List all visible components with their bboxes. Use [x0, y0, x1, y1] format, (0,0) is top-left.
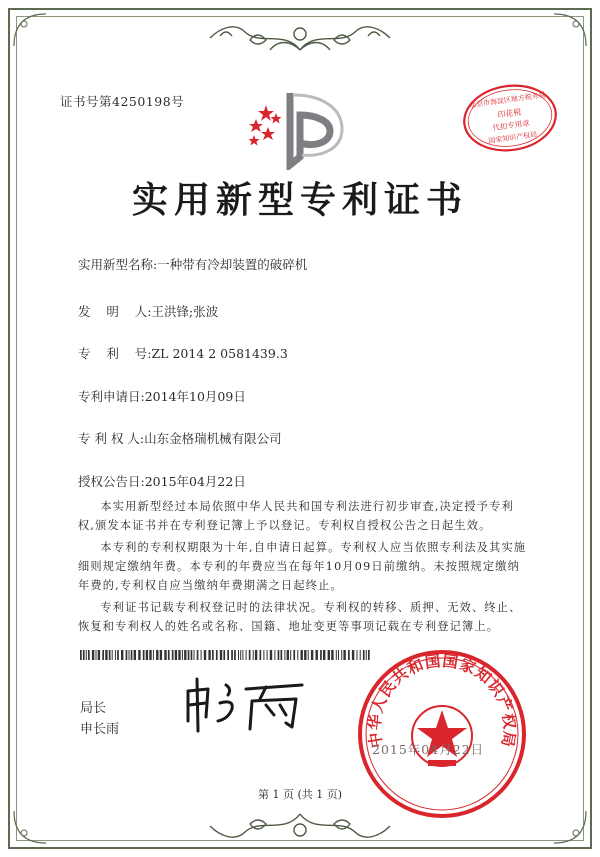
svg-text:北京市海淀区地方税务局: 北京市海淀区地方税务局: [468, 90, 547, 110]
patentee-label: 专 利 权 人:: [78, 431, 145, 446]
director-role: 局长: [80, 701, 107, 716]
page-footer: 第 1 页 (共 1 页): [257, 788, 343, 801]
svg-text:国家知识产权局: 国家知识产权局: [487, 130, 538, 146]
name-label: 实用新型名称:: [78, 257, 158, 272]
certificate-number: 证书号第4250198号: [60, 94, 185, 109]
name-value: 一种带有冷却装置的破碎机: [157, 257, 308, 272]
corner-ornament-top-left: [10, 10, 50, 50]
corner-ornament-bottom-right: [550, 807, 590, 847]
inventor-value: 王洪锋;张波: [151, 304, 219, 319]
seal-date: 2015年04月22日: [372, 742, 485, 757]
body-paragraph-2: 本专利的专利权期限为十年,自申请日起算。专利权人应当依照专利法及其实施细则规定缴纳年费。本专利的年费应当在每年10月09日前缴纳。未按照规定缴纳年费的,专利权自应当缴纳年费期满之日起终止。: [78, 541, 527, 592]
field-grant-date: [78, 472, 246, 490]
field-filing-date: [78, 387, 246, 405]
corner-ornament-top-right: [550, 10, 590, 50]
body-paragraph-1: 本实用新型经过本局依照中华人民共和国专利法进行初步审查,决定授予专利权,颁发本证书并在专利登记簿上予以登记。专利权自授权公告之日起生效。: [78, 500, 514, 532]
field-utility-model-name: [78, 255, 307, 273]
field-inventor: [78, 302, 218, 320]
body-paragraph-3: 专利证书记载专利权登记时的法律状况。专利权的转移、质押、无效、终止、恢复和专利权人的姓名或名称、国籍、地址变更等事项记载在专利登记簿上。: [78, 601, 522, 633]
director-name: 申长雨: [80, 722, 120, 737]
filing-date-value: 2014年10月09日: [144, 389, 246, 404]
barcode: [80, 650, 370, 660]
certificate-title: 实用新型专利证书: [131, 179, 468, 221]
patent-number-value: ZL 2014 2 0581439.3: [151, 346, 288, 361]
inventor-label: 发 明 人:: [78, 304, 152, 319]
patent-number-label: 专 利 号:: [78, 346, 152, 361]
grant-date-label: 授权公告日:: [78, 474, 145, 489]
svg-text:中华人民共和国国家知识产权局: 中华人民共和国国家知识产权局: [365, 651, 519, 750]
corner-ornament-bottom-left: [10, 807, 50, 847]
svg-text:印花税: 印花税: [496, 107, 522, 120]
svg-text:代扣专用章: 代扣专用章: [491, 118, 531, 133]
certificate-body: [78, 497, 528, 639]
patent-office-logo: [238, 85, 358, 170]
grant-date-value: 2015年04月22日: [144, 474, 246, 489]
tax-stamp-seal: [458, 80, 562, 156]
patentee-value: 山东金格瑞机械有限公司: [144, 431, 282, 446]
director-signature: [180, 675, 310, 735]
field-patent-number: [78, 344, 288, 362]
top-ornament: [190, 10, 410, 58]
field-patentee: [78, 429, 282, 447]
filing-date-label: 专利申请日:: [78, 389, 145, 404]
